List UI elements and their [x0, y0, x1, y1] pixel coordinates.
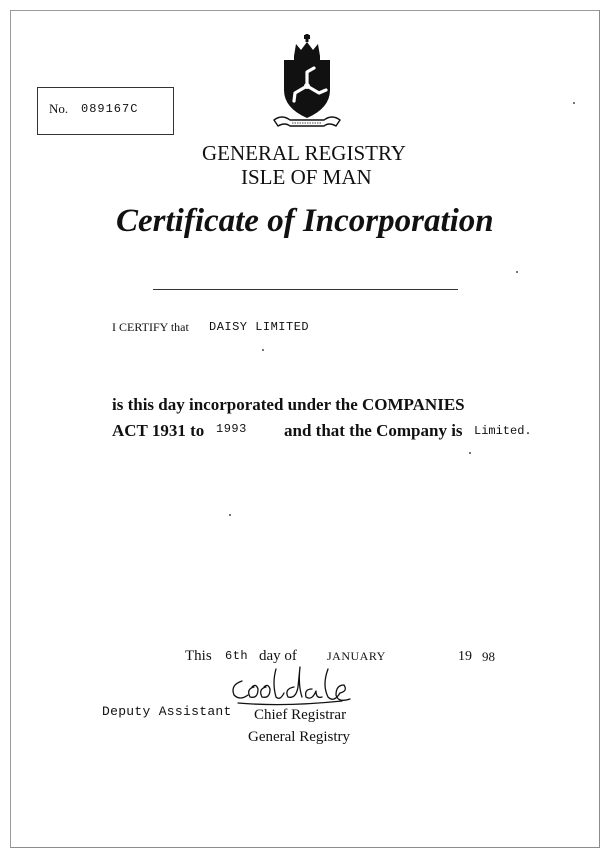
company-name: DAISY LIMITED: [209, 320, 310, 334]
paper-speck: [229, 514, 231, 516]
date-month: JANUARY: [327, 649, 386, 663]
company-type: Limited.: [474, 424, 532, 438]
act-end-year: 1993: [216, 422, 247, 436]
date-day-of-label: day of: [259, 648, 297, 664]
incorporation-act-label: ACT 1931 to: [112, 421, 205, 440]
paper-speck: [516, 271, 518, 273]
date-this-label: This: [185, 648, 212, 664]
title-divider: [153, 289, 458, 290]
jurisdiction-heading: ISLE OF MAN: [241, 165, 372, 189]
date-day: 6th: [225, 649, 249, 663]
certificate-title: Certificate of Incorporation: [116, 203, 494, 239]
registrar-signature: [224, 663, 356, 707]
incorporation-statement-line1: is this day incorporated under the COMPANIES: [112, 395, 465, 414]
paper-speck: [469, 452, 471, 454]
signatory-title: Chief Registrar: [254, 707, 347, 723]
certificate-number-label: No.: [49, 101, 69, 116]
paper-speck: [262, 349, 264, 351]
registry-heading: GENERAL REGISTRY: [202, 141, 406, 165]
paper-speck: [573, 102, 575, 104]
date-year-prefix: 19: [458, 649, 472, 664]
company-status-label: and that the Company is: [284, 421, 463, 440]
signatory-office: General Registry: [248, 729, 351, 745]
certificate-number-value: 089167C: [81, 102, 139, 116]
date-year-suffix: 98: [482, 649, 495, 664]
isle-of-man-crest-icon: [272, 34, 342, 132]
certify-label: I CERTIFY that: [112, 320, 189, 334]
deputy-assistant-label: Deputy Assistant: [102, 704, 232, 719]
